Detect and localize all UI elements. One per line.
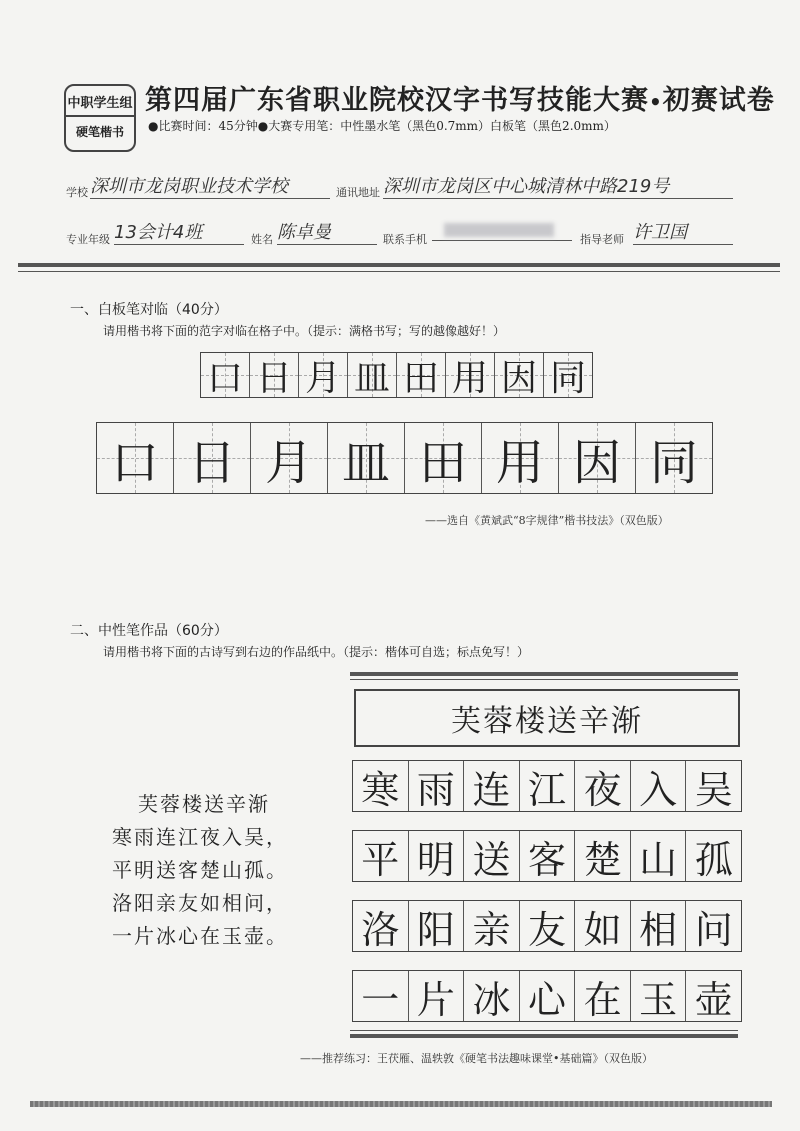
poem-line: 洛阳亲友如相问， [112, 891, 288, 915]
practice-cell[interactable]: 同 [636, 423, 712, 493]
paper-cell[interactable]: 江 [520, 761, 576, 811]
model-cell: 因 [495, 353, 544, 397]
paper-cell[interactable]: 吴 [694, 767, 733, 812]
section1-instruction: 请用楷书将下面的范字对临在格子中。（提示：满格书写；写的越像越好！） [103, 324, 506, 338]
page-title [145, 78, 775, 117]
paper-cell[interactable]: 寒 [353, 761, 409, 811]
paper-cell[interactable]: 阳 [409, 901, 465, 951]
paper-cell[interactable]: 连 [464, 761, 520, 811]
paper-cell[interactable]: 冰 [464, 971, 520, 1021]
category-badge [64, 84, 136, 152]
paper-cell[interactable]: 问 [694, 907, 733, 952]
practice-cell[interactable]: 田 [405, 423, 482, 493]
paper-cell[interactable]: 玉 [631, 971, 687, 1021]
name-field[interactable]: 陈卓曼 [277, 218, 377, 245]
paper-cell[interactable]: 在 [575, 971, 631, 1021]
paper-cell[interactable]: 雨 [409, 761, 465, 811]
paper-cell[interactable]: 入 [631, 761, 687, 811]
title-separator: • [649, 90, 663, 114]
footer-rule [30, 1101, 772, 1107]
model-cell: 口 [201, 353, 250, 397]
practice-cell[interactable]: 月 [251, 423, 328, 493]
paper-cell[interactable]: 心 [520, 971, 576, 1021]
model-cell: 同 [544, 353, 592, 397]
badge-style: 硬笔楷书 [75, 125, 124, 139]
model-cell: 田 [397, 353, 446, 397]
teacher-label: 指导老师 [580, 233, 624, 246]
phone-field[interactable] [432, 220, 572, 241]
paper-cell[interactable]: 洛 [353, 901, 409, 951]
redacted-block [444, 223, 554, 237]
paper-row-3 [352, 900, 742, 952]
model-cell: 月 [299, 353, 348, 397]
paper-row-2 [352, 830, 742, 882]
paper-cell[interactable]: 孤 [694, 837, 733, 882]
major-field[interactable]: 13会计4班 [114, 218, 244, 245]
badge-group: 中职学生组 [66, 86, 134, 117]
title-tail: 初赛试卷 [662, 85, 775, 116]
paper-cell[interactable]: 友 [520, 901, 576, 951]
model-cell: 日 [250, 353, 299, 397]
paper-cell[interactable]: 平 [353, 831, 409, 881]
poem-title: 芙蓉楼送辛渐 [138, 792, 270, 816]
section1-heading: 一、白板笔对临（40分） [70, 302, 228, 318]
title-main: 第四届广东省职业院校汉字书写技能大赛 [145, 85, 649, 116]
address-field[interactable]: 深圳市龙岗区中心城清林中路219号 [383, 172, 733, 199]
model-char-grid [200, 352, 593, 398]
paper-cell[interactable]: 明 [409, 831, 465, 881]
paper-cell[interactable]: 片 [409, 971, 465, 1021]
paper-row-4 [352, 970, 742, 1022]
practice-cell[interactable]: 日 [174, 423, 251, 493]
paper-cell[interactable]: 壶 [694, 977, 733, 1022]
section2-instruction: 请用楷书将下面的古诗写到右边的作品纸中。（提示：楷体可自选；标点免写！） [103, 645, 530, 659]
paper-cell[interactable]: 夜 [575, 761, 631, 811]
model-cell: 皿 [348, 353, 397, 397]
paper-title-box[interactable]: 芙蓉楼送辛渐 [354, 689, 740, 747]
teacher-field[interactable]: 许卫国 [633, 218, 733, 245]
poem-text [112, 788, 288, 953]
poem-line: 一片冰心在玉壶。 [112, 924, 288, 948]
paper-cell[interactable]: 相 [631, 901, 687, 951]
major-label: 专业年级 [66, 233, 110, 246]
paper-cell[interactable]: 送 [464, 831, 520, 881]
paper-top-rule-thin [350, 679, 738, 680]
section2-heading: 二、中性笔作品（60分） [70, 623, 228, 639]
paper-top-rule [350, 672, 738, 676]
practice-char-grid [96, 422, 713, 494]
paper-cell[interactable]: 客 [520, 831, 576, 881]
practice-cell[interactable]: 口 [97, 423, 174, 493]
paper-bottom-rule-thin [350, 1030, 738, 1031]
school-field[interactable]: 深圳市龙岗职业技术学校 [90, 172, 330, 199]
poem-line: 寒雨连江夜入吴， [112, 825, 288, 849]
paper-row-1 [352, 760, 742, 812]
model-cell: 用 [446, 353, 495, 397]
header-divider-thin [18, 271, 780, 272]
header-divider [18, 263, 780, 267]
paper-cell[interactable]: 如 [575, 901, 631, 951]
paper-bottom-rule [350, 1034, 738, 1038]
practice-cell[interactable]: 因 [559, 423, 636, 493]
practice-cell[interactable]: 皿 [328, 423, 405, 493]
paper-cell[interactable]: 亲 [464, 901, 520, 951]
practice-cell[interactable]: 用 [482, 423, 559, 493]
exam-info: ●比赛时间：45分钟●大赛专用笔：中性墨水笔（黑色0.7mm）白板笔（黑色2.0mm） [148, 119, 616, 133]
address-label: 通讯地址 [336, 186, 380, 199]
paper-cell[interactable]: 楚 [575, 831, 631, 881]
name-label: 姓名 [251, 233, 273, 246]
phone-label: 联系手机 [383, 233, 427, 246]
school-label: 学校 [66, 186, 88, 199]
paper-cell[interactable]: 山 [631, 831, 687, 881]
paper-cell[interactable]: 一 [353, 971, 409, 1021]
section2-recommend: ——推荐练习：王茯雁、温轶敦《硬笔书法趣味课堂•基础篇》（双色版） [300, 1052, 653, 1065]
poem-line: 平明送客楚山孤。 [112, 858, 288, 882]
section1-source: ——选自《黄斌武“8字规律”楷书技法》（双色版） [425, 514, 669, 527]
